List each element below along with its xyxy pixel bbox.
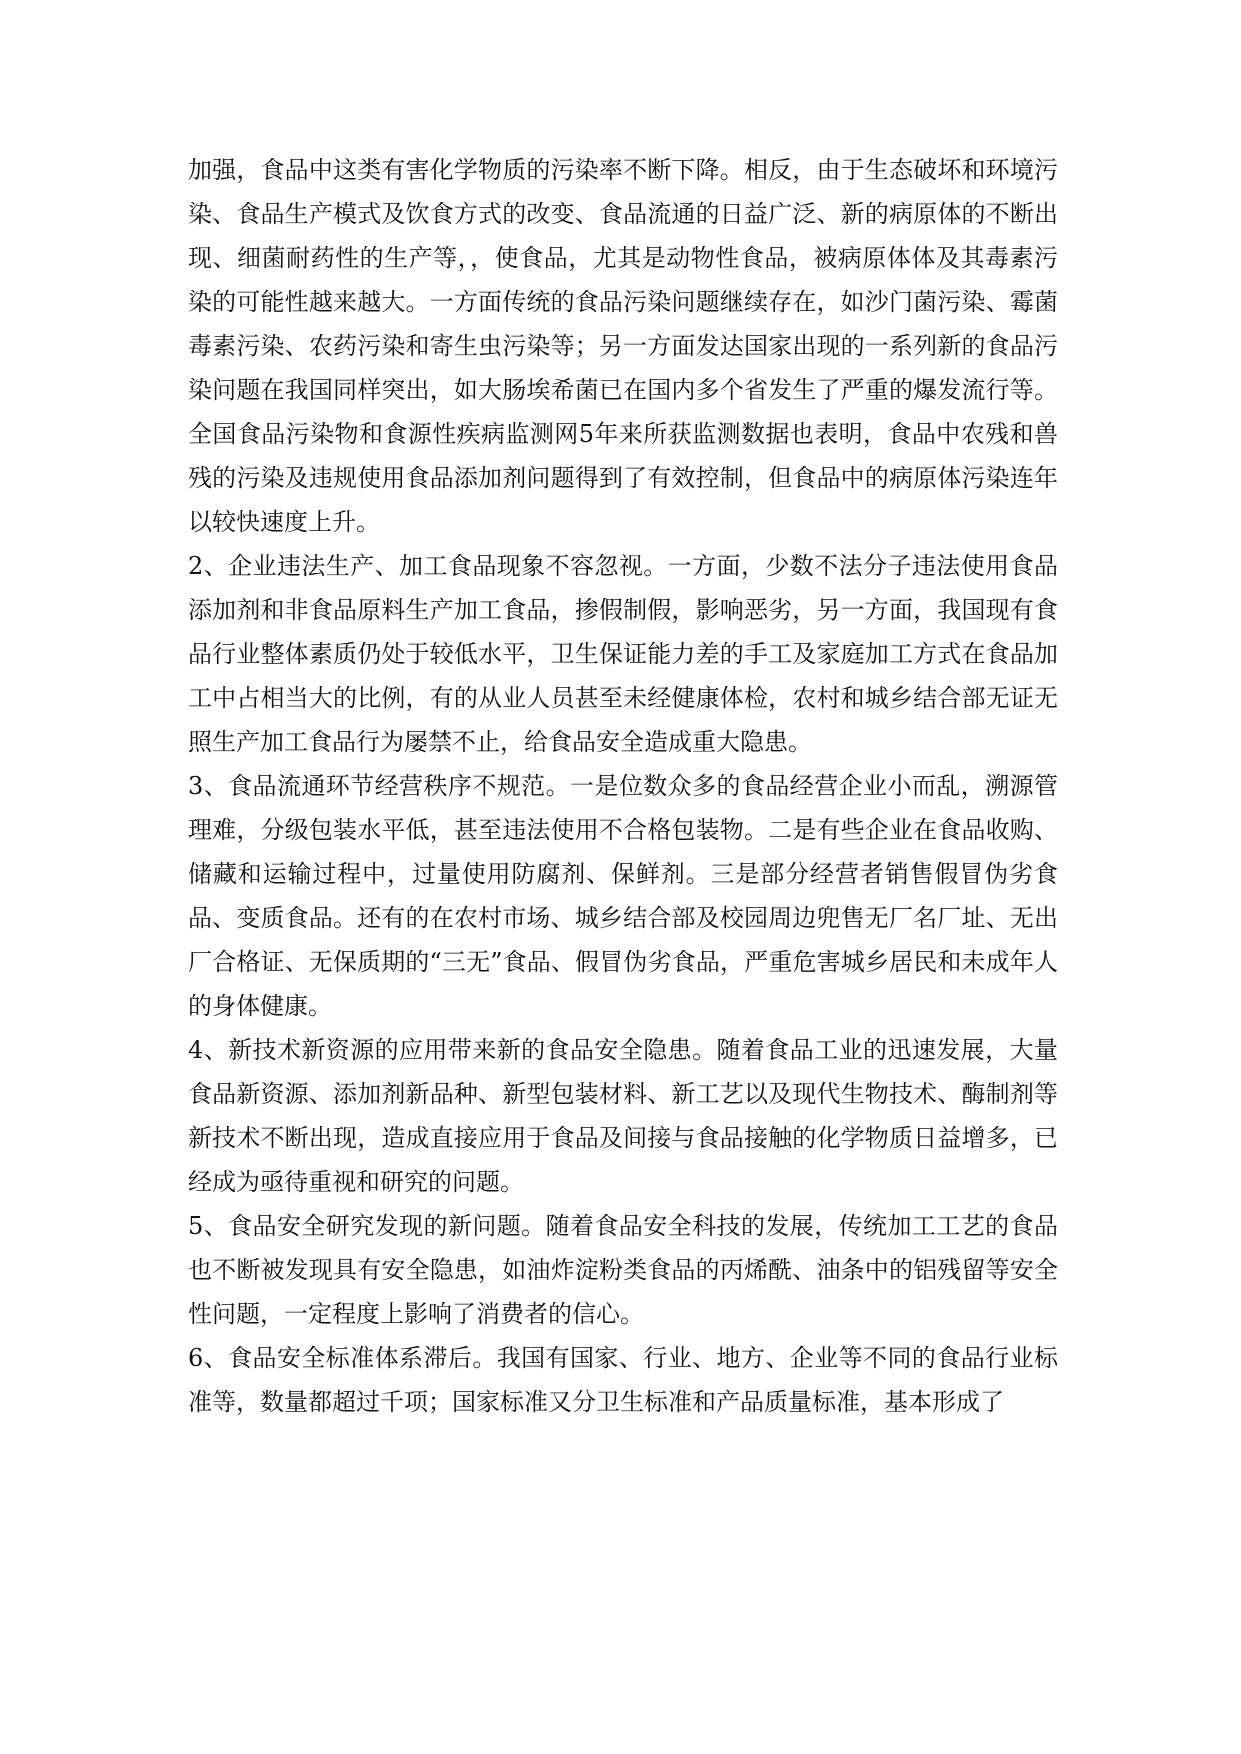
paragraph-item-5: 5、食品安全研究发现的新问题。随着食品安全科技的发展，传统加工工艺的食品也不断被发现具有安全隐患，如油炸淀粉类食品的丙烯酰、油条中的铝残留等安全性问题，一定程度上影响了消费者的信心。 — [188, 1212, 1058, 1328]
paragraph-item-2: 2、企业违法生产、加工食品现象不容忽视。一方面，少数不法分子违法使用食品添加剂和非食品原料生产加工食品，掺假制假，影响恶劣，另一方面，我国现有食品行业整体素质仍处于较低水平，卫生保证能力差的手工及家庭加工方式在食品加工中占相当大的比例，有的从业人员甚至未经健康体检，农村和城乡结合部无证无照生产加工食品行为屡禁不止，给食品安全造成重大隐患。 — [188, 552, 1058, 756]
paragraph-item-6: 6、食品安全标准体系滞后。我国有国家、行业、地方、企业等不同的食品行业标准等，数量都超过千项；国家标准又分卫生标准和产品质量标准，基本形成了 — [188, 1344, 1058, 1416]
document-body — [188, 148, 1058, 1424]
paragraph-continuation: 加强，食品中这类有害化学物质的污染率不断下降。相反，由于生态破坏和环境污染、食品生产模式及饮食方式的改变、食品流通的日益广泛、新的病原体的不断出现、细菌耐药性的生产等，，使食品，尤其是动物性食品，被病原体体及其毒素污染的可能性越来越大。一方面传统的食品污染问题继续存在，如沙门菌污染、霉菌毒素污染、农药污染和寄生虫污染等；另一方面发达国家出现的一系列新的食品污染问题在我国同样突出，如大肠埃希菌已在国内多个省发生了严重的爆发流行等。全国食品污染物和食源性疾病监测网5年来所获监测数据也表明，食品中农残和兽残的污染及违规使用食品添加剂问题得到了有效控制，但食品中的病原体污染连年以较快速度上升。 — [188, 156, 1058, 536]
paragraph-item-4: 4、新技术新资源的应用带来新的食品安全隐患。随着食品工业的迅速发展，大量食品新资源、添加剂新品种、新型包装材料、新工艺以及现代生物技术、酶制剂等新技术不断出现，造成直接应用于食品及间接与食品接触的化学物质日益增多，已经成为亟待重视和研究的问题。 — [188, 1036, 1058, 1196]
paragraph-item-3: 3、食品流通环节经营秩序不规范。一是位数众多的食品经营企业小而乱，溯源管理难，分级包装水平低，甚至违法使用不合格包装物。二是有些企业在食品收购、储藏和运输过程中，过量使用防腐剂、保鲜剂。三是部分经营者销售假冒伪劣食品、变质食品。还有的在农村市场、城乡结合部及校园周边兜售无厂名厂址、无出厂合格证、无保质期的“三无”食品、假冒伪劣食品，严重危害城乡居民和未成年人的身体健康。 — [188, 772, 1058, 1020]
